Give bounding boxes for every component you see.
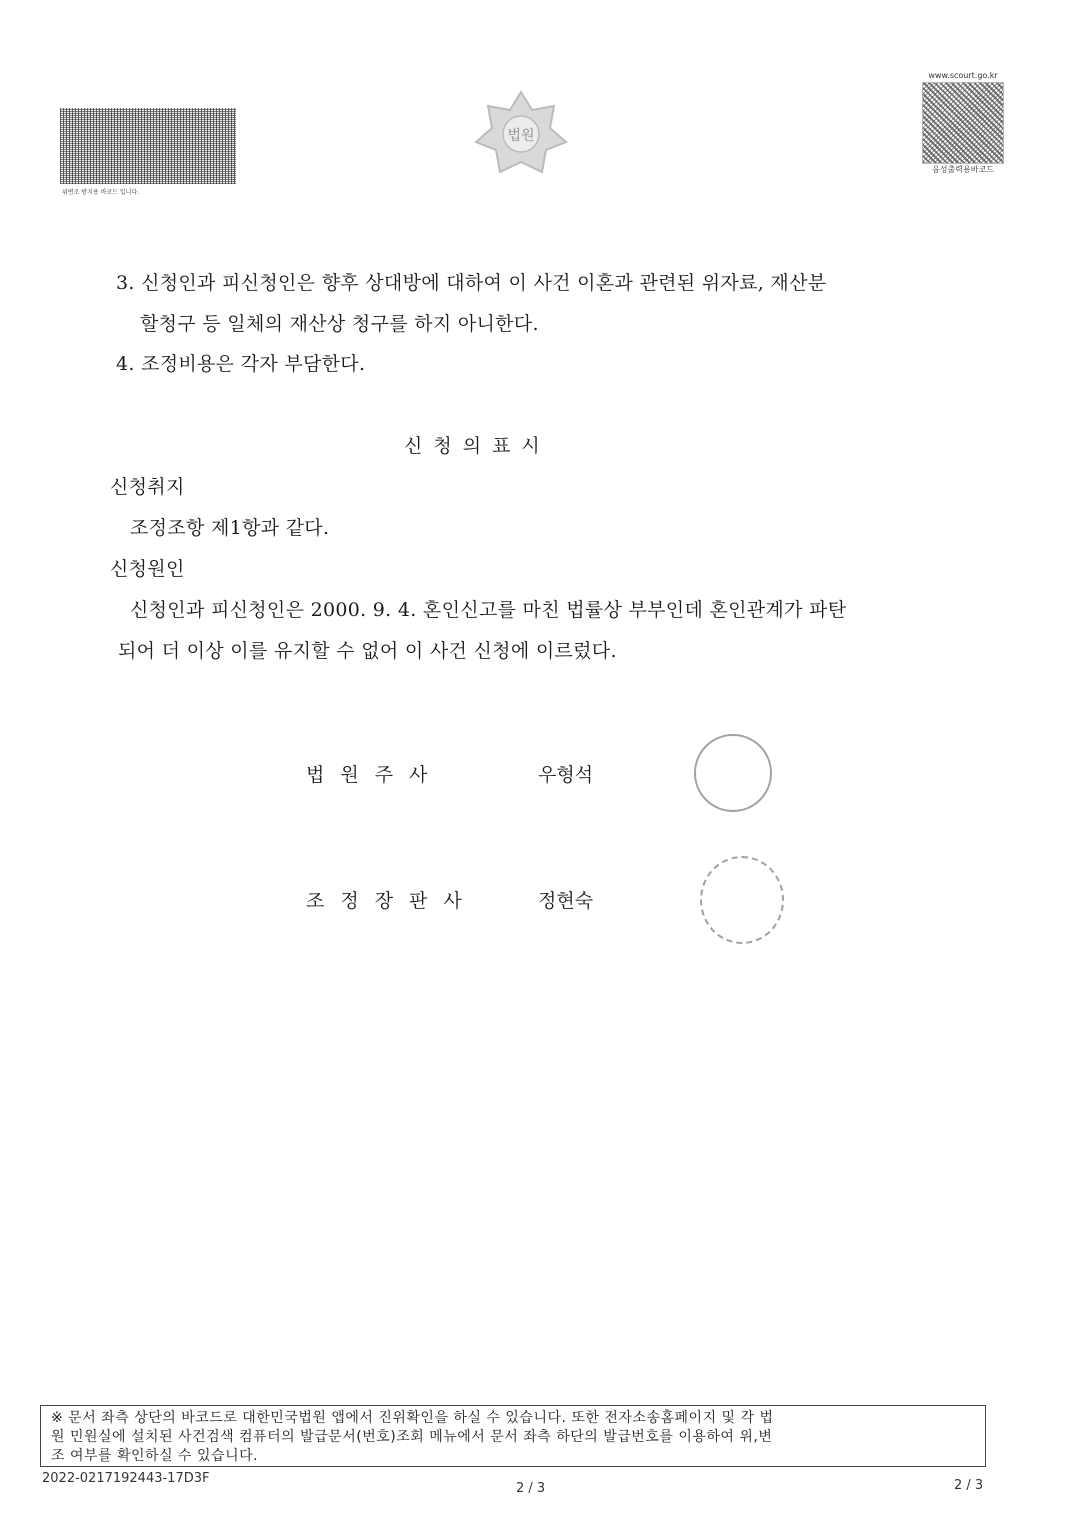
notice-line-1: ※ 문서 좌측 상단의 바코드로 대한민국법원 앱에서 진위확인을 하실 수 있습니다. 또한 전자소송홈페이지 및 각 법 bbox=[51, 1410, 774, 1426]
purpose-label: 신청취지 bbox=[110, 476, 185, 498]
clerk-name: 우형석 bbox=[538, 764, 594, 786]
clerk-seal-stamp bbox=[694, 734, 772, 812]
judge-name: 정현숙 bbox=[538, 890, 594, 912]
notice-line-3: 조 여부를 확인하실 수 있습니다. bbox=[51, 1448, 259, 1464]
clause-3-line-1: 3. 신청인과 피신청인은 향후 상대방에 대하여 이 사건 이혼과 관련된 위자료, 재산분 bbox=[116, 272, 827, 294]
cause-line-1: 신청인과 피신청인은 2000. 9. 4. 혼인신고를 마친 법률상 부부인데 혼인관계가 파탄 bbox=[130, 599, 847, 621]
page-number-center: 2 / 3 bbox=[516, 1481, 546, 1496]
clause-3-line-2: 할청구 등 일체의 재산상 청구를 하지 아니한다. bbox=[140, 313, 539, 335]
cause-line-2: 되어 더 이상 이를 유지할 수 없어 이 사건 신청에 이르렀다. bbox=[118, 640, 617, 662]
judge-title: 조정장판사 bbox=[306, 890, 478, 912]
issue-number: 2022-0217192443-17D3F bbox=[42, 1471, 210, 1486]
clerk-title: 법원주사 bbox=[306, 764, 444, 786]
page-number-right: 2 / 3 bbox=[954, 1478, 984, 1493]
section-title: 신청의표시 bbox=[404, 435, 551, 457]
court-seal-icon bbox=[472, 88, 570, 180]
qr-url: www.scourt.go.kr bbox=[928, 71, 998, 80]
clause-4-line-1: 4. 조정비용은 각자 부담한다. bbox=[116, 353, 366, 375]
court-seal-logo bbox=[472, 88, 570, 180]
anti-forgery-barcode bbox=[60, 108, 236, 184]
purpose-text: 조정조항 제1항과 같다. bbox=[130, 517, 330, 539]
verification-notice bbox=[40, 1405, 986, 1467]
judge-seal-stamp bbox=[700, 856, 784, 944]
barcode-caption: 위변조 방지용 바코드 입니다. bbox=[62, 189, 140, 196]
cause-label: 신청원인 bbox=[110, 558, 185, 580]
seal-text: 법원 bbox=[507, 128, 535, 144]
audio-output-barcode bbox=[922, 82, 1004, 164]
notice-line-2: 원 민원실에 설치된 사건검색 컴퓨터의 발급문서(번호)조회 메뉴에서 문서 좌측 하단의 발급번호를 이용하여 위,변 bbox=[51, 1429, 773, 1445]
qr-caption: 음성출력용바코드 bbox=[932, 165, 994, 174]
